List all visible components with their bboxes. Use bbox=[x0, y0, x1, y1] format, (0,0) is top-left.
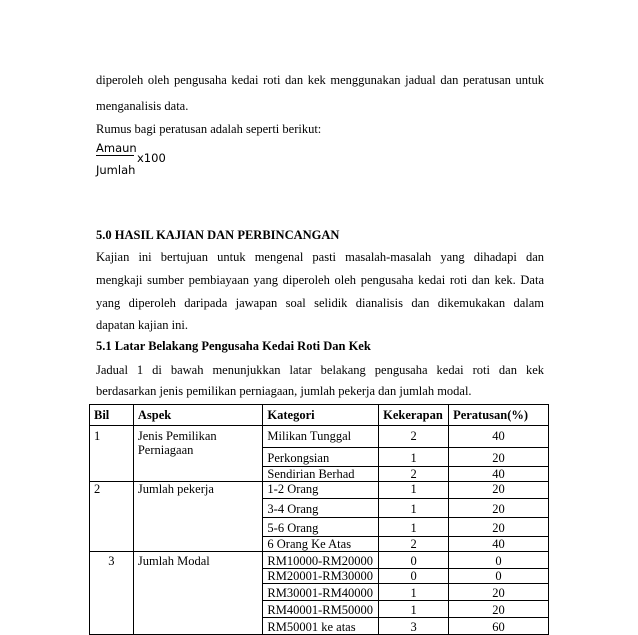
table-row bbox=[90, 482, 549, 499]
paragraph-line: Rumus bagi peratusan adalah seperti berikut: bbox=[96, 122, 322, 136]
subsection-heading: 5.1 Latar Belakang Pengusaha Kedai Roti Dan Kek bbox=[96, 339, 371, 353]
paragraph-line: Jadual 1 di bawah menunjukkan latar belakang pengusaha kedai roti dan kek bbox=[96, 363, 544, 377]
cell-peratusan: 40 bbox=[449, 537, 549, 552]
paragraph-line: dapatan kajian ini. bbox=[96, 318, 188, 332]
cell-kategori: RM20001-RM30000 bbox=[263, 569, 379, 584]
cell-kekerapan: 3 bbox=[379, 618, 449, 635]
cell-aspek: Jumlah Modal bbox=[133, 552, 263, 635]
cell-bil: 3 bbox=[90, 552, 134, 635]
formula-numerator: Amaun bbox=[96, 141, 137, 155]
header-kategori: Kategori bbox=[263, 405, 379, 426]
cell-kategori: 6 Orang Ke Atas bbox=[263, 537, 379, 552]
cell-aspek: Jenis Pemilikan Perniagaan bbox=[133, 426, 263, 482]
cell-peratusan: 20 bbox=[449, 601, 549, 618]
cell-aspek: Jumlah pekerja bbox=[133, 482, 263, 552]
cell-kategori: 5-6 Orang bbox=[263, 518, 379, 537]
cell-kekerapan: 1 bbox=[379, 482, 449, 499]
cell-kategori: RM50001 ke atas bbox=[263, 618, 379, 635]
cell-peratusan: 40 bbox=[449, 467, 549, 482]
cell-peratusan: 20 bbox=[449, 584, 549, 601]
cell-kekerapan: 0 bbox=[379, 569, 449, 584]
header-bil: Bil bbox=[90, 405, 134, 426]
data-table bbox=[89, 404, 549, 635]
cell-kekerapan: 2 bbox=[379, 467, 449, 482]
cell-peratusan: 20 bbox=[449, 518, 549, 537]
cell-peratusan: 20 bbox=[449, 448, 549, 467]
cell-kategori: Perkongsian bbox=[263, 448, 379, 467]
cell-kekerapan: 1 bbox=[379, 499, 449, 518]
table-row bbox=[90, 426, 549, 448]
cell-peratusan: 20 bbox=[449, 482, 549, 499]
header-aspek: Aspek bbox=[133, 405, 263, 426]
cell-kekerapan: 2 bbox=[379, 537, 449, 552]
header-peratusan: Peratusan(%) bbox=[449, 405, 549, 426]
table-row bbox=[90, 552, 549, 569]
cell-kekerapan: 1 bbox=[379, 584, 449, 601]
cell-peratusan: 60 bbox=[449, 618, 549, 635]
section-heading: 5.0 HASIL KAJIAN DAN PERBINCANGAN bbox=[96, 228, 340, 242]
cell-kekerapan: 1 bbox=[379, 518, 449, 537]
paragraph-line: berdasarkan jenis pemilikan perniagaan, jumlah pekerja dan jumlah modal. bbox=[96, 384, 472, 398]
cell-kekerapan: 2 bbox=[379, 426, 449, 448]
paragraph-line: menganalisis data. bbox=[96, 99, 189, 113]
formula-denominator: Jumlah bbox=[96, 163, 136, 177]
cell-kekerapan: 1 bbox=[379, 448, 449, 467]
cell-kekerapan: 0 bbox=[379, 552, 449, 569]
cell-kekerapan: 1 bbox=[379, 601, 449, 618]
cell-peratusan: 0 bbox=[449, 552, 549, 569]
paragraph-line: yang diperoleh daripada jawapan soal selidik dianalisis dan dikemukakan dalam bbox=[96, 296, 544, 310]
table-header-row bbox=[90, 405, 549, 426]
cell-kategori: RM30001-RM40000 bbox=[263, 584, 379, 601]
cell-peratusan: 40 bbox=[449, 426, 549, 448]
cell-kategori: RM40001-RM50000 bbox=[263, 601, 379, 618]
cell-bil: 2 bbox=[90, 482, 134, 552]
cell-bil: 1 bbox=[90, 426, 134, 482]
cell-peratusan: 20 bbox=[449, 499, 549, 518]
formula-multiplier: x100 bbox=[137, 151, 166, 165]
cell-kategori: 3-4 Orang bbox=[263, 499, 379, 518]
paragraph-line: diperoleh oleh pengusaha kedai roti dan kek menggunakan jadual dan peratusan untuk bbox=[96, 73, 544, 87]
cell-kategori: 1-2 Orang bbox=[263, 482, 379, 499]
header-kekerapan: Kekerapan bbox=[379, 405, 449, 426]
paragraph-line: Kajian ini bertujuan untuk mengenal pasti masalah-masalah yang dihadapi dan bbox=[96, 250, 544, 264]
paragraph-line: mengkaji sumber pembiayaan yang diperoleh oleh pengusaha kedai roti dan kek. Data bbox=[96, 273, 544, 287]
fraction-rule bbox=[96, 155, 134, 156]
cell-kategori: Milikan Tunggal bbox=[263, 426, 379, 448]
cell-kategori: RM10000-RM20000 bbox=[263, 552, 379, 569]
cell-peratusan: 0 bbox=[449, 569, 549, 584]
cell-kategori: Sendirian Berhad bbox=[263, 467, 379, 482]
